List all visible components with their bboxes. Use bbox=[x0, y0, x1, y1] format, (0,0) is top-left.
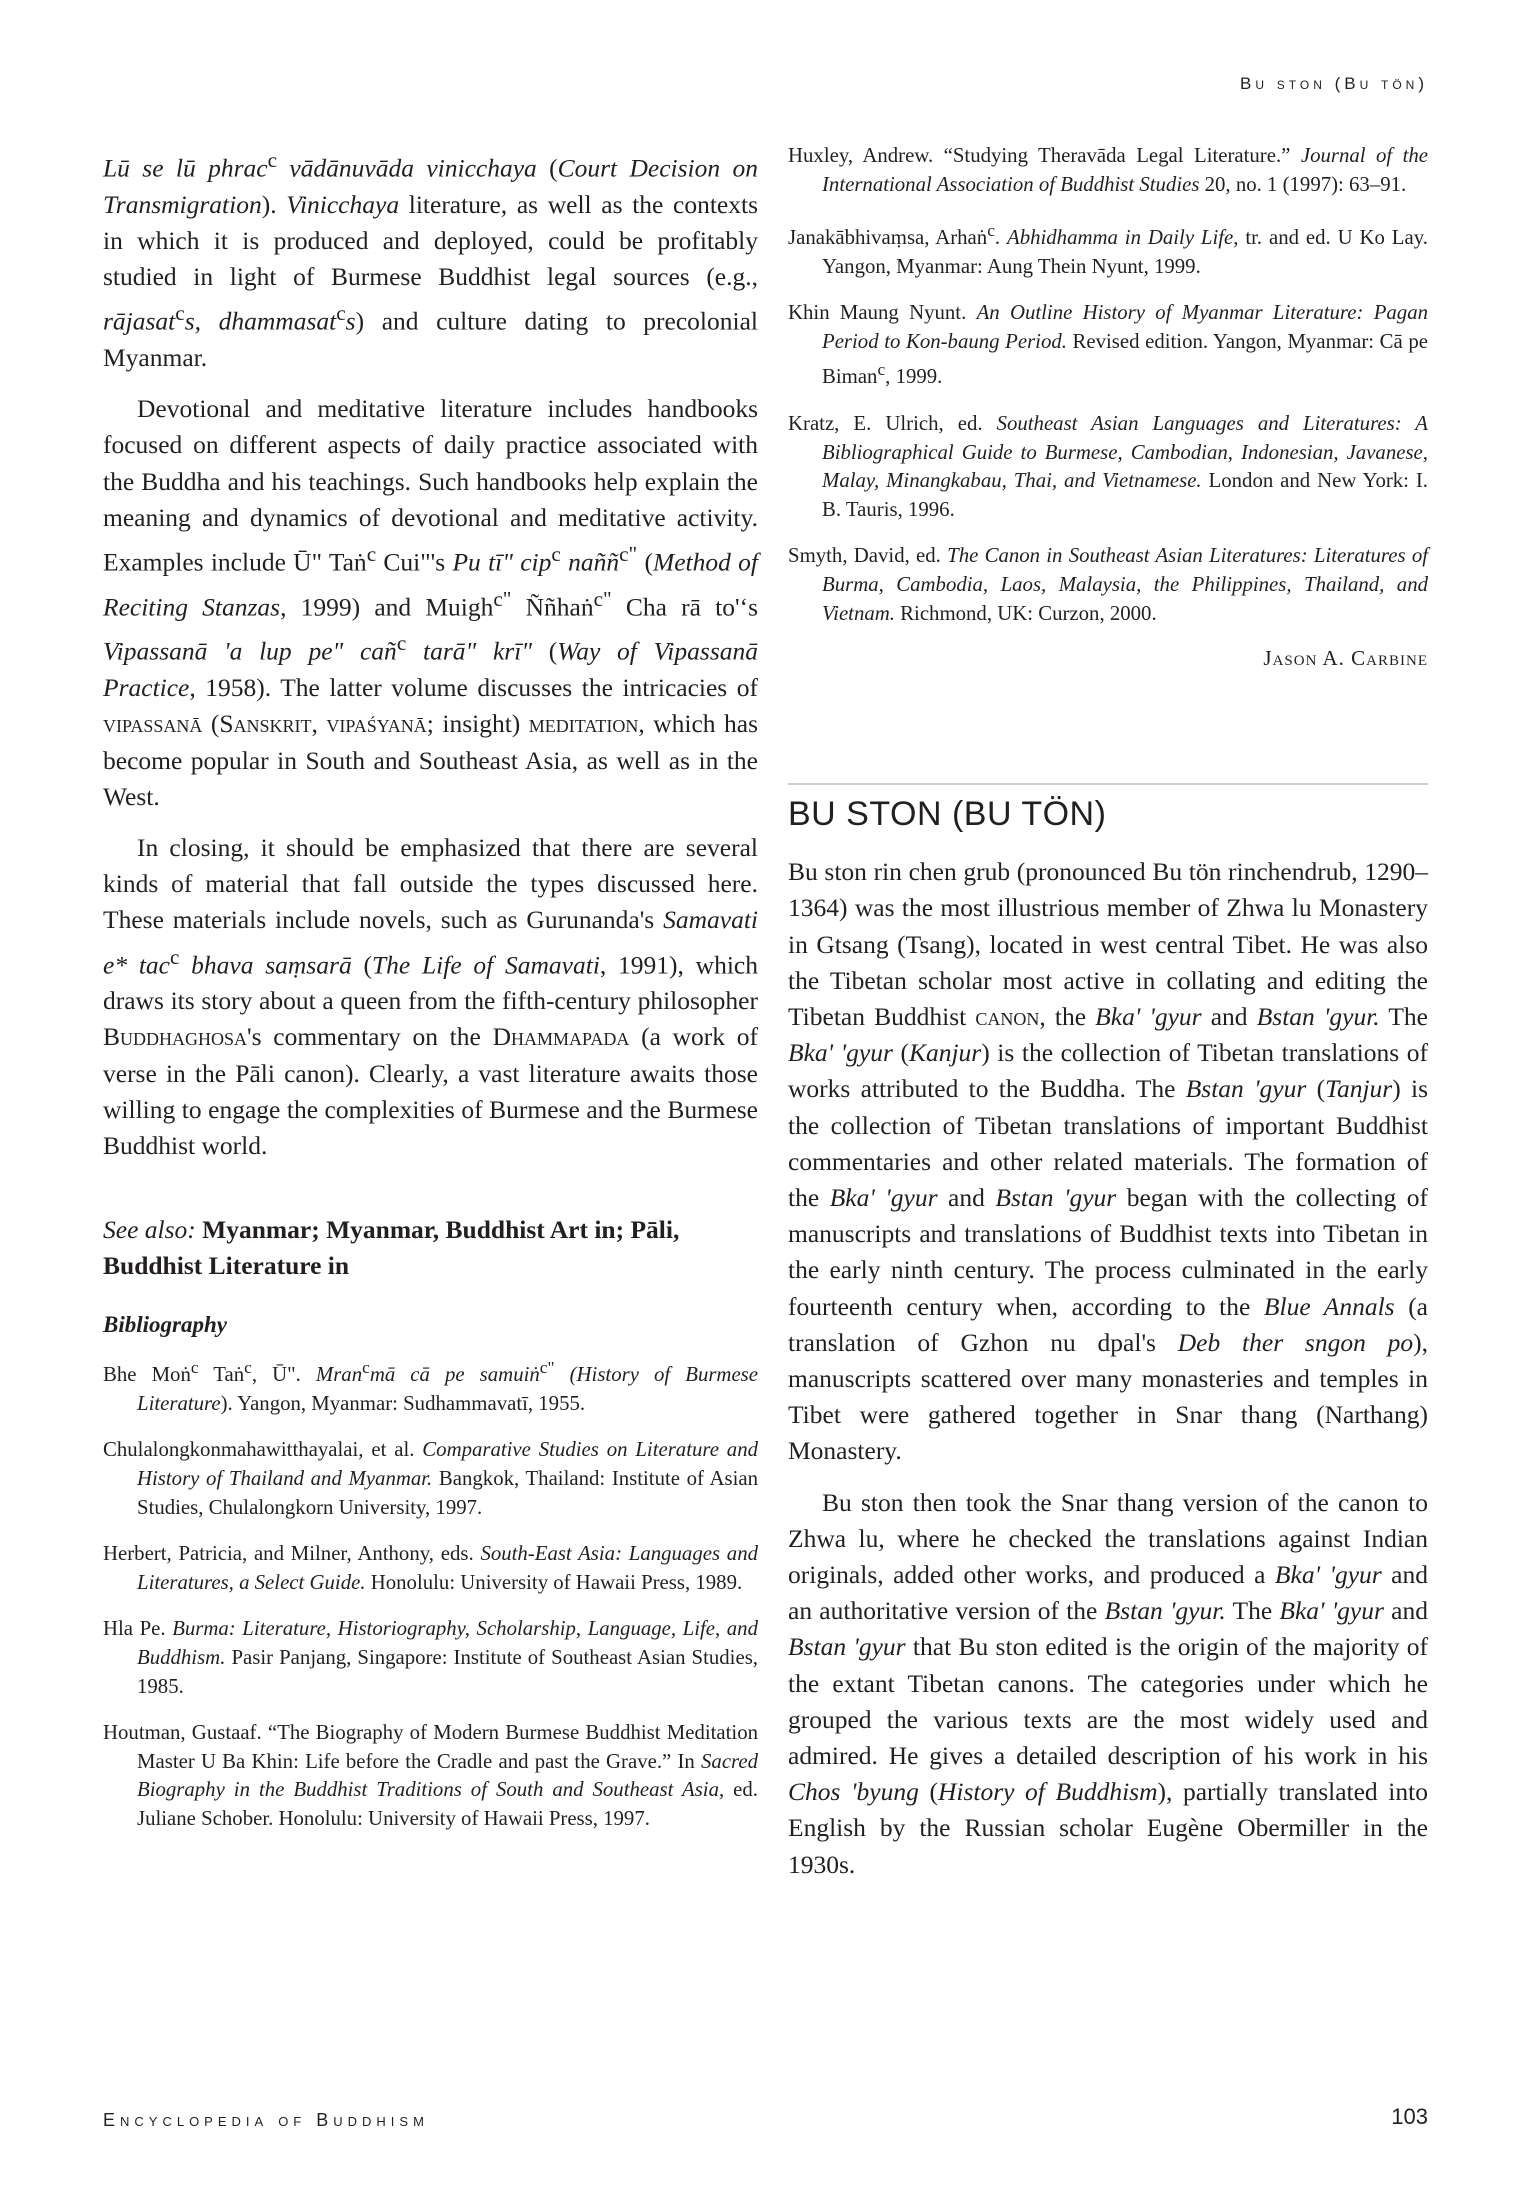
bibliography-entry: Janakābhivaṃsa, Arhaṅ$^c$. Abhidhamma in Daily Life, tr. and ed. U Ko Lay. Yangon, Myanmar: Aung Thein Nyunt, 1999. bbox=[788, 221, 1428, 278]
bibliography-entry: Smyth, David, ed. The Canon in Southeast Asian Literatures: Literatures of Burma, Cambodia, Laos, Malaysia, the Philippines, Thailand, and Vietnam. Richmond, UK: Curzon, 2000. bbox=[788, 544, 1428, 625]
left-paragraph-2: Devotional and meditative literature includes handbooks focused on different aspects of daily practice associated with the Buddha and his teachings. Such handbooks help explain the meaning and dynamics of devotional and meditative activity. Examples include Ū" Taṅ$^c$ Cui"'s Pu tī" cip$^c$ naññ$^{c"}$ (Method of Reciting Stanzas, 1999) and Muigh$^{c"}$ Ññhaṅ$^{c"}$ Cha rā to'‘s Vipassanā 'a lup pe" cañ$^c$ tarā" krī" (Way of Vipassanā Practice, 1958). The latter volume discusses the intricacies of vipassanā (Sanskrit, vipaśyanā; insight) meditation, which has become popular in South and Southeast Asia, as well as in the West. bbox=[103, 394, 759, 811]
cross-ref-buddhaghosa[interactable]: Buddhaghosa bbox=[103, 1022, 248, 1052]
bibliography-entry: Kratz, E. Ulrich, ed. Southeast Asian Languages and Literatures: A Bibliographical Guide to Burmese, Cambodian, Indonesian, Javanese, Malay, Minangkabau, Thai, and Vietnamese. London and New York: I. B. Tauris, 1996. bbox=[788, 412, 1428, 521]
bibliography-entry: Hla Pe. Burma: Literature, Historiography, Scholarship, Language, Life, and Buddhism. Pasir Panjang, Singapore: Institute of Southeast Asian Studies, 1985. bbox=[103, 1617, 758, 1698]
right-column bbox=[788, 142, 1428, 1898]
bibliography-entry: Khin Maung Nyunt. An Outline History of Myanmar Literature: Pagan Period to Kon-baung Period. Revised edition. Yangon, Myanmar: Cā pe Biman$^c$, 1999. bbox=[788, 301, 1428, 389]
page-number: 103 bbox=[1391, 2104, 1428, 2129]
right-paragraph-1: Bu ston rin chen grub (pronounced Bu tön rinchendrub, 1290–1364) was the most illustrious member of Zhwa lu Monastery in Gtsang (Tsang), located in west central Tibet. He was also the Tibetan scholar most active in collating and editing the Tibetan Buddhist canon, the Bka' 'gyur and Bstan 'gyur. The Bka' 'gyur (Kanjur) is the collection of Tibetan translations of works attributed to the Buddha. The Bstan 'gyur (Tanjur) is the collection of Tibetan translations of important Buddhist commentaries and other related materials. The formation of the Bka' 'gyur and Bstan 'gyur began with the collecting of manuscripts and translations of Buddhist texts into Tibetan in the early ninth century. The process culminated in the early fourteenth century when, according to the Blue Annals (a translation of Gzhon nu dpal's Deb ther sngon po), manuscripts scattered over many monasteries and temples in Tibet were gathered together in Snar thang (Narthang) Monastery. bbox=[788, 857, 1429, 1466]
bibliography-entry: Bhe Moṅ$^c$ Taṅ$^c$, Ū". Mran$^c$mā cā pe samuiṅ$^{c"}$ (History of Burmese Literature). Yangon, Myanmar: Sudhammavatī, 1955. bbox=[103, 1358, 759, 1415]
bibliography-entry: Chulalongkonmahawitthayalai, et al. Comparative Studies on Literature and History of Thailand and Myanmar. Bangkok, Thailand: Institute of Asian Studies, Chulalongkorn University, 1997. bbox=[103, 1438, 758, 1519]
left-column bbox=[103, 142, 758, 1852]
left-paragraph-3: In closing, it should be emphasized that there are several kinds of material that fall outside the types discussed here. These materials include novels, such as Gurunanda's Samavati e* tac$^c$ bhava saṃsarā (The Life of Samavati, 1991), which draws its story about a queen from the fifth-century philosopher Buddhaghosa's commentary on the Dhammapada (a work of verse in the Pāli canon). Clearly, a vast literature awaits those willing to engage the complexities of Burmese and the Burmese Buddhist world. bbox=[103, 832, 758, 1161]
bibliography-entry: Houtman, Gustaaf. “The Biography of Modern Burmese Buddhist Meditation Master U Ba Khin: Life before the Cradle and past the Grave.” In Sacred Biography in the Buddhist Traditions of South and Southeast Asia, ed. Juliane Schober. Honolulu: University of Hawaii Press, 1997. bbox=[103, 1721, 758, 1830]
cross-ref-canon[interactable]: canon bbox=[975, 1001, 1040, 1031]
footer-book-title: Encyclopedia of Buddhism bbox=[103, 2110, 429, 2130]
running-head: Bu ston (Bu tön) bbox=[1240, 74, 1428, 93]
cross-ref-dhammapada[interactable]: Dhammapada bbox=[492, 1022, 630, 1052]
see-also-links[interactable]: Myanmar; Myanmar, Buddhist Art in; Pāli, Buddhist Literature in bbox=[103, 1215, 680, 1281]
left-paragraph-1: Lū se lū phrac$^c$ vādānuvāda vinicchaya (Court Decision on Transmigration). Vinicchaya literature, as well as the contexts in which it is produced and deployed, could be profitably studied in light of Burmese Buddhist legal sources (e.g., rājasat$^c$s, dhammasat$^c$s) and culture dating to precolonial Myanmar. bbox=[103, 148, 759, 373]
article-divider bbox=[788, 783, 1428, 785]
cross-ref-meditation[interactable]: meditation bbox=[528, 709, 639, 739]
see-also-label: See also: bbox=[103, 1215, 196, 1245]
see-also bbox=[103, 1212, 758, 1284]
bibliography-entry: Herbert, Patricia, and Milner, Anthony, eds. South-East Asia: Languages and Literatures, a Select Guide. Honolulu: University of Hawaii Press, 1989. bbox=[103, 1542, 759, 1594]
article-title: BU STON (BU TÖN) bbox=[788, 795, 1107, 834]
cross-ref-vipassana[interactable]: vipassanā bbox=[103, 709, 203, 739]
author-signature: Jason A. Carbine bbox=[1263, 646, 1428, 671]
bibliography-heading: Bibliography bbox=[103, 1312, 227, 1338]
right-paragraph-2: Bu ston then took the Snar thang version of the canon to Zhwa lu, where he checked the translations against Indian originals, added other works, and produced a Bka' 'gyur and an authoritative version of the Bstan 'gyur. The Bka' 'gyur and Bstan 'gyur that Bu ston edited is the origin of the majority of the extant Tibetan canons. The categories under which he grouped the various texts are the most widely used and admired. He gives a detailed description of his work in his Chos 'byung (History of Buddhism), partially translated into English by the Russian scholar Eugène Obermiller in the 1930s. bbox=[788, 1487, 1429, 1879]
bibliography-entry: Huxley, Andrew. “Studying Theravāda Legal Literature.” Journal of the International Association of Buddhist Studies 20, no. 1 (1997): 63–91. bbox=[788, 144, 1428, 196]
